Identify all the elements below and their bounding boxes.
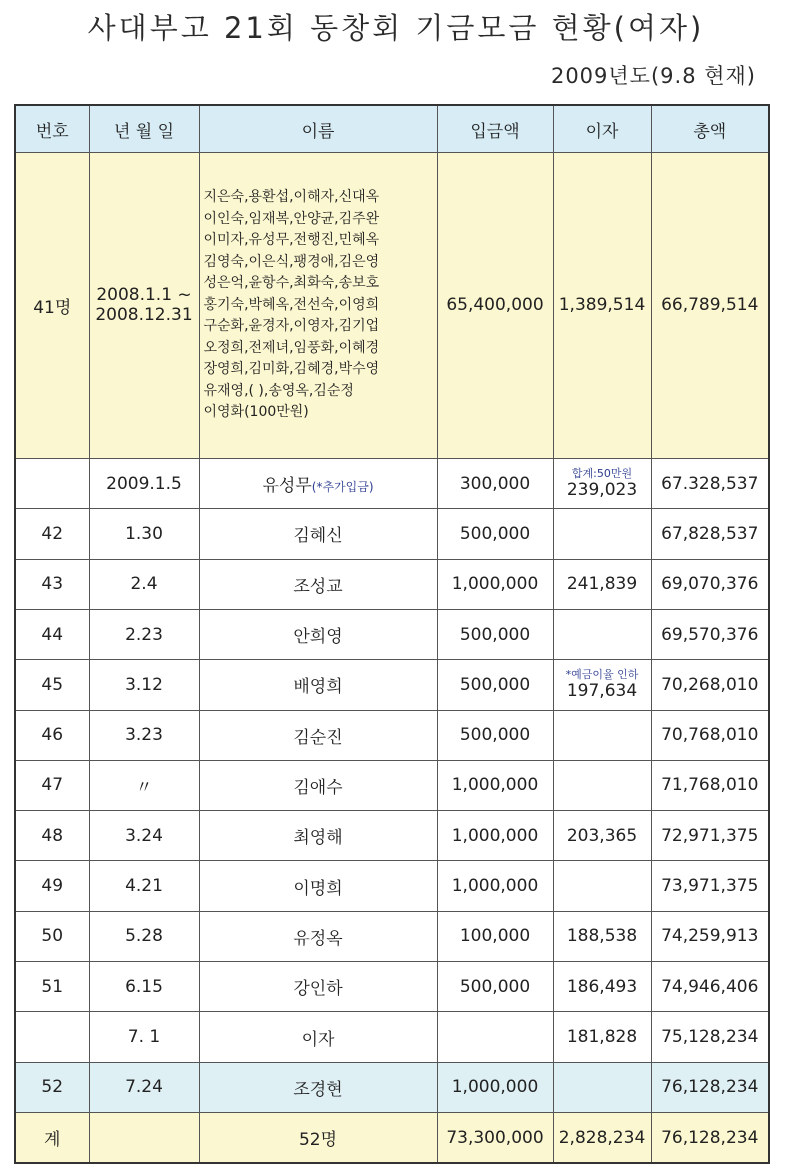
header-deposit: 입금액 [437,105,553,153]
row-name [199,710,437,760]
row-name-text: 유정옥 [293,928,343,949]
table-row [15,760,769,810]
page-title: 사대부고 21회 동창회 기금모금 현황(여자) [87,11,705,45]
row-name-text: 김애수 [293,777,343,798]
row-interest [553,710,651,760]
row-name [199,660,437,710]
names-line: 지은숙,용환섭,이해자,신대옥 [203,189,380,206]
row-total: 74,259,913 [651,911,769,961]
row-name-text: 유성무 [262,476,312,497]
names-line: 장영희,김미화,김혜경,박수영 [203,361,380,378]
row-total: 69,070,376 [651,559,769,609]
row-number: 46 [15,710,89,760]
row-number: 45 [15,660,89,710]
fund-table [14,104,770,1164]
page-subtitle: 2009년도(9.8 현재) [550,64,756,88]
table-row [15,1062,769,1112]
row-date: 3.12 [89,660,199,710]
row-name [199,609,437,659]
row-interest [553,509,651,559]
row-date: 5.28 [89,911,199,961]
row-deposit: 500,000 [437,509,553,559]
names-line: 이인숙,임재복,안양균,김주완 [203,210,380,227]
row-date: 3.23 [89,710,199,760]
names-line: 유재영,( ),송영옥,김순정 [203,382,354,399]
row-total: 76,128,234 [651,1062,769,1112]
table-row [15,911,769,961]
row-deposit: 500,000 [437,660,553,710]
row-interest-value: 188,538 [566,926,638,947]
header-total: 총액 [651,105,769,153]
total-count: 52명 [199,1113,437,1163]
total-deposit: 73,300,000 [437,1113,553,1163]
row-name [199,811,437,861]
total-date [89,1113,199,1163]
table-row [15,660,769,710]
row-name-text: 안희영 [293,627,343,648]
row-name [199,509,437,559]
names-line: 성은억,윤항수,최화숙,송보호 [203,275,380,292]
table-row [15,861,769,911]
table-row [15,458,769,508]
row-deposit: 300,000 [437,458,553,508]
row-interest [553,1062,651,1112]
table-row [15,962,769,1012]
row-name [199,911,437,961]
row-date: 7.24 [89,1062,199,1112]
row-name-text: 이명희 [293,878,343,899]
row-name [199,962,437,1012]
row-number: 52 [15,1062,89,1112]
row-date: 2.23 [89,609,199,659]
row-number: 43 [15,559,89,609]
row-interest [553,660,651,710]
row-name-text: 김혜신 [293,526,343,547]
row-name [199,559,437,609]
row-deposit: 500,000 [437,609,553,659]
date-end: 2008.12.31 [95,305,193,326]
row-total: 67,828,537 [651,509,769,559]
row-interest [553,911,651,961]
row-date: 6.15 [89,962,199,1012]
row-date: 7. 1 [89,1012,199,1062]
row-interest-note: *예금이율 인하 [565,668,639,682]
row-total: 73,971,375 [651,861,769,911]
row-total: 67.328,537 [651,458,769,508]
row-deposit: 100,000 [437,911,553,961]
row-number: 50 [15,911,89,961]
row-name [199,861,437,911]
row-total: 70,268,010 [651,660,769,710]
row-total: 69,570,376 [651,609,769,659]
total-total: 76,128,234 [651,1113,769,1163]
row-date: 1.30 [89,509,199,559]
row-interest-value: 239,023 [566,480,638,501]
header-name: 이름 [199,105,437,153]
row-date: 〃 [89,760,199,810]
row-total: 70,768,010 [651,710,769,760]
row-number: 41명 [15,153,89,459]
row-interest-value: 197,634 [566,681,638,702]
row-number: 48 [15,811,89,861]
row-total: 71,768,010 [651,760,769,810]
row-total: 74,946,406 [651,962,769,1012]
header-number: 번호 [15,105,89,153]
row-number: 44 [15,609,89,659]
row-date: 3.24 [89,811,199,861]
row-interest-value: 241,839 [566,574,638,595]
row-interest-value: 181,828 [566,1027,638,1048]
row-total: 66,789,514 [651,153,769,459]
row-interest [553,861,651,911]
row-interest-value: 203,365 [566,825,638,846]
table-row [15,811,769,861]
row-date: 4.21 [89,861,199,911]
row-name-text: 최영해 [293,828,343,849]
row-deposit: 500,000 [437,962,553,1012]
row-interest-note: 합계:50만원 [571,467,633,481]
row-number [15,458,89,508]
row-interest [553,559,651,609]
row-name-note: (*추가입금) [311,480,374,495]
row-name-text: 조성교 [293,576,343,597]
row-deposit: 1,000,000 [437,760,553,810]
row-deposit: 500,000 [437,710,553,760]
names-line: 구순화,윤경자,이영자,김기업 [203,318,380,335]
row-number: 49 [15,861,89,911]
row-interest [553,811,651,861]
table-row [15,710,769,760]
total-label: 계 [15,1113,89,1163]
row-interest [553,1012,651,1062]
row-total: 75,128,234 [651,1012,769,1062]
row-name-text: 배영희 [293,677,343,698]
row-date [89,153,199,459]
total-row [15,1113,769,1163]
names-line: 이미자,유성무,전행진,민혜옥 [203,232,380,249]
names-line: 이영화(100만원) [203,404,309,421]
row-interest [553,760,651,810]
row-interest [553,458,651,508]
row-deposit: 1,000,000 [437,1062,553,1112]
row-name-text: 강인하 [293,979,343,1000]
row-name [199,1012,437,1062]
table-row [15,559,769,609]
row-interest [553,609,651,659]
header-interest: 이자 [553,105,651,153]
donor-names [199,153,437,459]
names-line: 오정희,전제녀,임풍화,이혜경 [203,339,380,356]
row-deposit: 1,000,000 [437,861,553,911]
row-interest: 1,389,514 [553,153,651,459]
total-interest: 2,828,234 [553,1113,651,1163]
table-row [15,609,769,659]
row-date: 2.4 [89,559,199,609]
row-number: 47 [15,760,89,810]
row-name-text: 이자 [301,1029,335,1050]
row-interest-value: 186,493 [566,976,638,997]
row-number: 51 [15,962,89,1012]
row-number [15,1012,89,1062]
table-row [15,509,769,559]
date-start: 2008.1.1 ~ [96,285,192,306]
header-date: 년 월 일 [89,105,199,153]
row-number: 42 [15,509,89,559]
row-interest [553,962,651,1012]
header-row [15,105,769,153]
names-line: 홍기숙,박혜옥,전선숙,이영희 [203,296,380,313]
row-name-text: 김순진 [293,727,343,748]
row-total: 72,971,375 [651,811,769,861]
names-line: 김영숙,이은식,팽경애,김은영 [203,253,380,270]
row-name [199,458,437,508]
row-name: 조경현 [199,1062,437,1112]
row-deposit: 1,000,000 [437,811,553,861]
row-name [199,760,437,810]
row-deposit: 65,400,000 [437,153,553,459]
row-deposit: 1,000,000 [437,559,553,609]
row-date: 2009.1.5 [89,458,199,508]
row-deposit [437,1012,553,1062]
table-row [15,153,769,459]
table-row [15,1012,769,1062]
